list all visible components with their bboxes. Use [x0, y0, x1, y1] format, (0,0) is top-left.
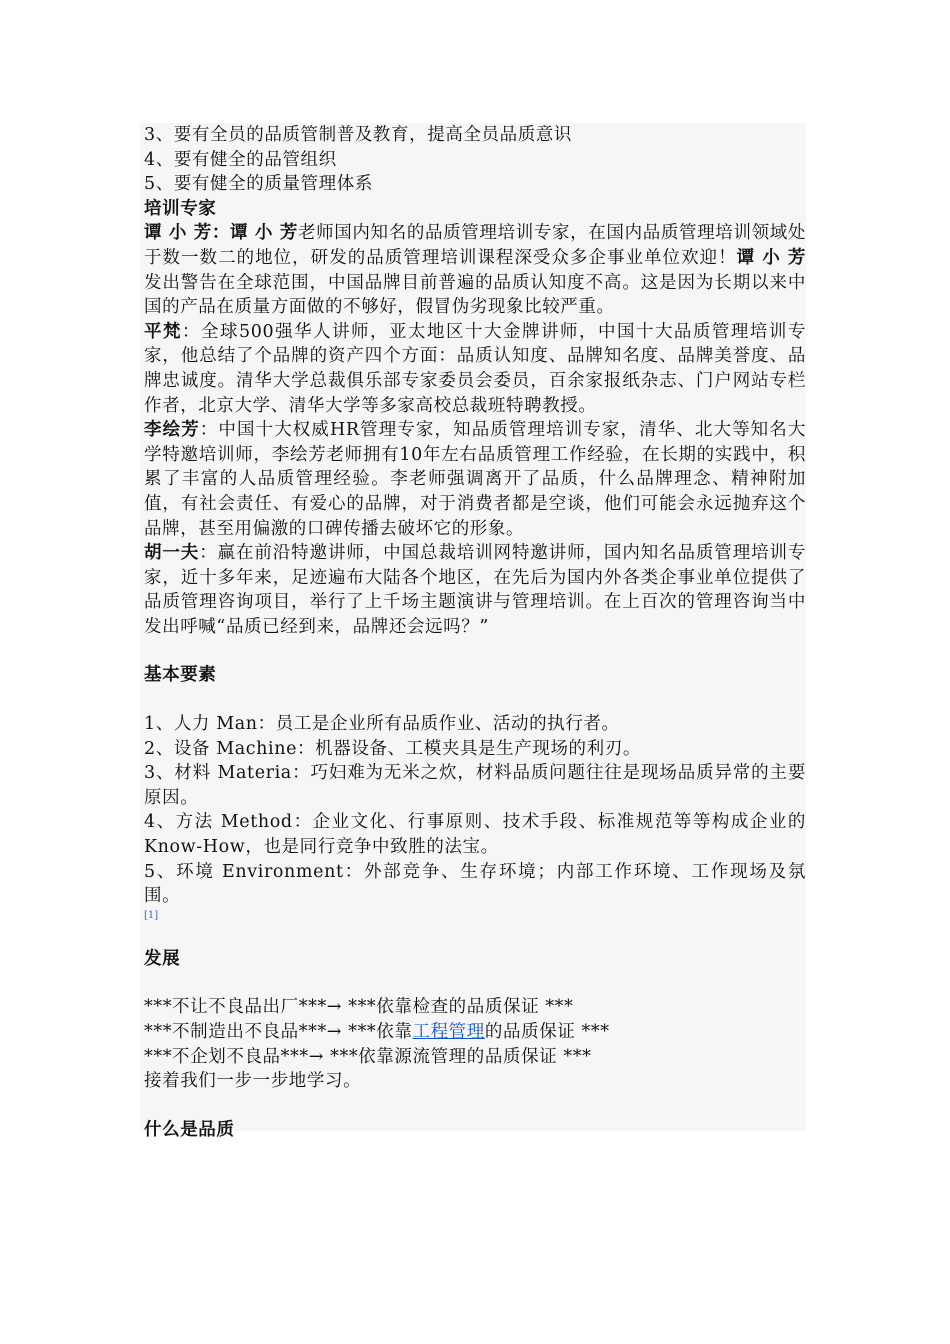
development-line-2: [144, 1020, 806, 1045]
development-line-2-post: 的品质保证 ***: [484, 1022, 610, 1042]
basics-item-3: 3、材料 Materia：巧妇难为无米之炊，材料品质问题往往是现场品质异常的主要原因。: [144, 763, 806, 808]
spacer: [144, 1094, 806, 1118]
development-line-2-pre: ***不制造出不良品***→ ***依靠: [144, 1022, 413, 1042]
expert-li-text: ：中国十大权威HR管理专家，知品质管理培训专家，清华、北大等知名大学特邀培训师，李绘芳老师拥有10年左右品质管理工作经验，在长期的实践中，积累了丰富的人品质管理经验。李老师强调离开了品质，什么品牌理念、精神附加值，有社会责任、有爱心的品牌，对于消费者都是空谈，他们可能会永远抛弃这个品牌，甚至用偏激的口碑传播去破坏它的形象。: [144, 420, 806, 539]
spacer: [144, 923, 806, 947]
expert-hu: [144, 541, 806, 639]
expert-hu-name: 胡一夫: [144, 543, 200, 564]
expert-tan-text-2: 发出警告在全球范围，中国品牌目前普遍的品质认知度不高。这是因为长期以来中国的产品在质量方面做的不够好，假冒伪劣现象比较严重。: [144, 272, 806, 318]
requirement-3: 3、要有全员的品质管制普及教育，提高全员品质意识: [144, 125, 573, 145]
expert-li-name: 李绘芳: [144, 420, 200, 441]
expert-tan: [144, 221, 806, 319]
development-heading: 发展: [144, 948, 181, 969]
expert-tan-name-2: 谭 小 芳: [736, 247, 807, 268]
expert-ping: [144, 320, 806, 418]
development-line-1: ***不让不良品出厂***→ ***依靠检查的品质保证 ***: [144, 997, 574, 1018]
requirement-5: 5、要有健全的质量管理体系: [144, 174, 373, 195]
quality-heading: 什么是品质: [144, 1119, 235, 1140]
expert-li: [144, 418, 806, 541]
expert-tan-text: 老师国内知名的品质管理培训专家，在国内品质管理培训领域处于数一数二的地位，研发的品质管理培训课程深受众多企事业单位欢迎！: [144, 223, 806, 268]
experts-heading: 培训专家: [144, 198, 217, 219]
basics-heading: 基本要素: [144, 665, 217, 686]
expert-hu-text: ：赢在前沿特邀讲师，中国总裁培训网特邀讲师，国内知名品质管理培训专家，近十多年来，足迹遍布大陆各个地区，在先后为国内外各类企事业单位提供了品质管理咨询项目，举行了上千场主题演讲与管理培训。在上百次的管理咨询当中发出呼喊“品质已经到来，品牌还会远吗？”: [144, 543, 806, 637]
spacer: [144, 971, 806, 995]
development-line-4: 接着我们一步一步地学习。: [144, 1071, 362, 1092]
basics-item-4: 4、方法 Method：企业文化、行事原则、技术手段、标准规范等等构成企业的Know-How，也是同行竞争中致胜的法宝。: [144, 812, 806, 858]
requirement-4: 4、要有健全的品管组织: [144, 149, 337, 170]
engineering-management-link[interactable]: 工程管理: [412, 1022, 485, 1042]
document-body: [140, 123, 807, 1140]
expert-ping-name: 平梵: [144, 321, 182, 342]
spacer: [144, 688, 806, 712]
development-line-3: ***不企划不良品***→ ***依靠源流管理的品质保证 ***: [144, 1046, 592, 1067]
basics-item-1: 1、人力 Man：员工是企业所有品质作业、活动的执行者。: [144, 714, 620, 735]
basics-item-2: 2、设备 Machine：机器设备、工模夹具是生产现场的利刃。: [144, 738, 641, 759]
basics-item-5: 5、环境 Environment：外部竞争、生存环境；内部工作环境、工作现场及氛围。: [144, 861, 806, 907]
expert-ping-text: ：全球500强华人讲师，亚太地区十大金牌讲师，中国十大品质管理培训专家，他总结了个品牌的资产四个方面：品质认知度、品牌知名度、品牌美誉度、品牌忠诚度。清华大学总裁俱乐部专家委员会委员，百余家报纸杂志、门户网站专栏作者，北京大学、清华大学等多家高校总裁班特聘教授。: [144, 321, 806, 416]
footnote-link[interactable]: [1]: [144, 909, 159, 921]
spacer: [144, 639, 806, 663]
expert-tan-name: 谭 小 芳：谭 小 芳: [144, 223, 298, 244]
